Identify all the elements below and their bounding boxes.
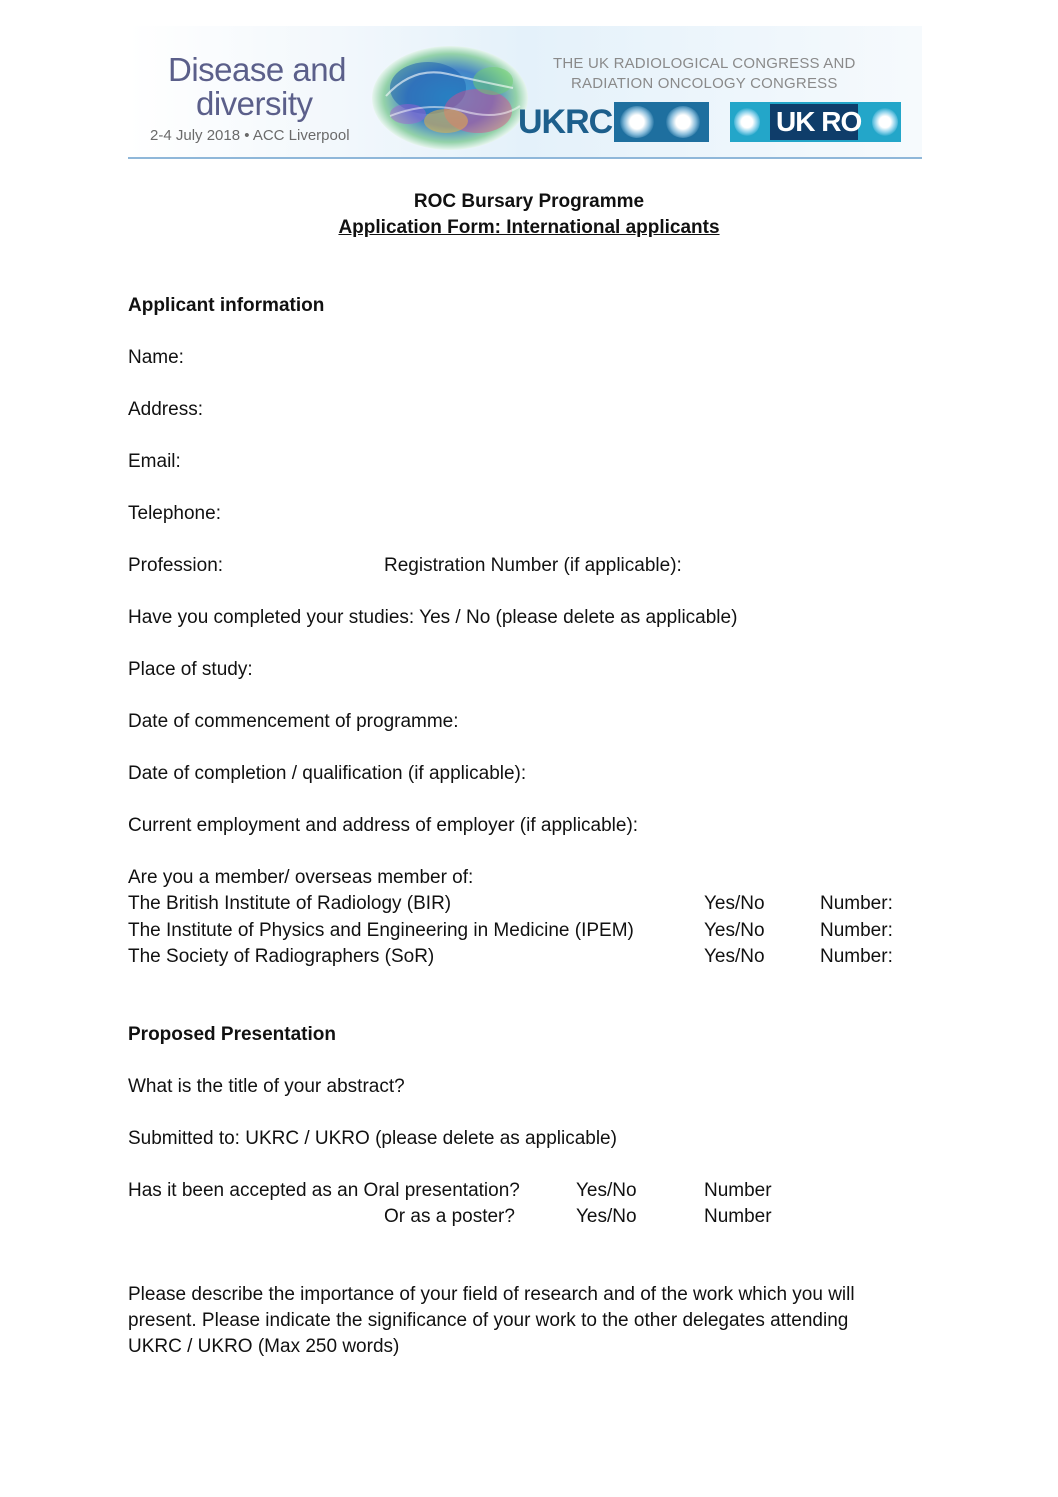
glow-dot-icon bbox=[872, 108, 898, 136]
place-of-study-label: Place of study: bbox=[128, 659, 253, 680]
membership-number-sor: Number: bbox=[820, 946, 893, 967]
abstract-title-question: What is the title of your abstract? bbox=[128, 1076, 405, 1097]
congress-name-line2: RADIATION ONCOLOGY CONGRESS bbox=[571, 75, 838, 92]
membership-number-ipem: Number: bbox=[820, 920, 893, 941]
describe-instructions-line1: Please describe the importance of your field of research and of the work which you will bbox=[128, 1284, 855, 1305]
membership-org-sor: The Society of Radiographers (SoR) bbox=[128, 946, 435, 967]
registration-number-label: Registration Number (if applicable): bbox=[384, 555, 682, 576]
completion-date-label: Date of completion / qualification (if applicable): bbox=[128, 763, 527, 784]
profession-label: Profession: bbox=[128, 555, 224, 576]
telephone-label: Telephone: bbox=[128, 503, 221, 524]
name-label: Name: bbox=[128, 347, 184, 368]
glow-dot-icon bbox=[666, 106, 700, 138]
studies-completed-question: Have you completed your studies: Yes / No (please delete as applicable) bbox=[128, 607, 738, 628]
section-title-presentation: Proposed Presentation bbox=[128, 1024, 336, 1045]
poster-number: Number bbox=[704, 1206, 772, 1227]
event-title-line2: diversity bbox=[196, 85, 313, 122]
oral-presentation-question: Has it been accepted as an Oral presentation? bbox=[128, 1180, 520, 1201]
form-subtitle-wrap bbox=[0, 215, 1058, 241]
oral-number: Number bbox=[704, 1180, 772, 1201]
section-title-applicant: Applicant information bbox=[128, 295, 325, 316]
poster-yesno: Yes/No bbox=[576, 1206, 637, 1227]
brain-image bbox=[372, 46, 528, 150]
event-date-venue: 2-4 July 2018 • ACC Liverpool bbox=[150, 127, 350, 144]
membership-question: Are you a member/ overseas member of: bbox=[128, 867, 474, 888]
membership-org-ipem: The Institute of Physics and Engineering in Medicine (IPEM) bbox=[128, 920, 634, 941]
membership-yesno-bir: Yes/No bbox=[704, 893, 765, 914]
ukrc-logo-badge bbox=[614, 102, 709, 142]
oral-yesno: Yes/No bbox=[576, 1180, 637, 1201]
membership-yesno-sor: Yes/No bbox=[704, 946, 765, 967]
commencement-date-label: Date of commencement of programme: bbox=[128, 711, 459, 732]
membership-org-bir: The British Institute of Radiology (BIR) bbox=[128, 893, 452, 914]
glow-dot-icon bbox=[734, 108, 760, 136]
employment-label: Current employment and address of employer (if applicable): bbox=[128, 815, 639, 836]
header-divider bbox=[128, 157, 922, 159]
email-label: Email: bbox=[128, 451, 181, 472]
glow-dot-icon bbox=[620, 106, 654, 138]
describe-instructions-line2: present. Please indicate the significance of your work to the other delegates attending bbox=[128, 1310, 849, 1331]
event-title-line1: Disease and bbox=[168, 51, 346, 88]
form-subtitle: Application Form: International applicants bbox=[338, 217, 720, 238]
membership-number-bir: Number: bbox=[820, 893, 893, 914]
form-title: ROC Bursary Programme bbox=[413, 191, 645, 212]
describe-instructions-line3: UKRC / UKRO (Max 250 words) bbox=[128, 1336, 400, 1357]
ukrc-logo-text: UKRC bbox=[518, 103, 613, 141]
ukro-logo-text: UK RO bbox=[776, 106, 862, 137]
poster-question: Or as a poster? bbox=[384, 1206, 515, 1227]
submitted-to-line: Submitted to: UKRC / UKRO (please delete as applicable) bbox=[128, 1128, 617, 1149]
congress-name-line1: THE UK RADIOLOGICAL CONGRESS AND bbox=[553, 55, 856, 72]
membership-yesno-ipem: Yes/No bbox=[704, 920, 765, 941]
address-label: Address: bbox=[128, 399, 203, 420]
